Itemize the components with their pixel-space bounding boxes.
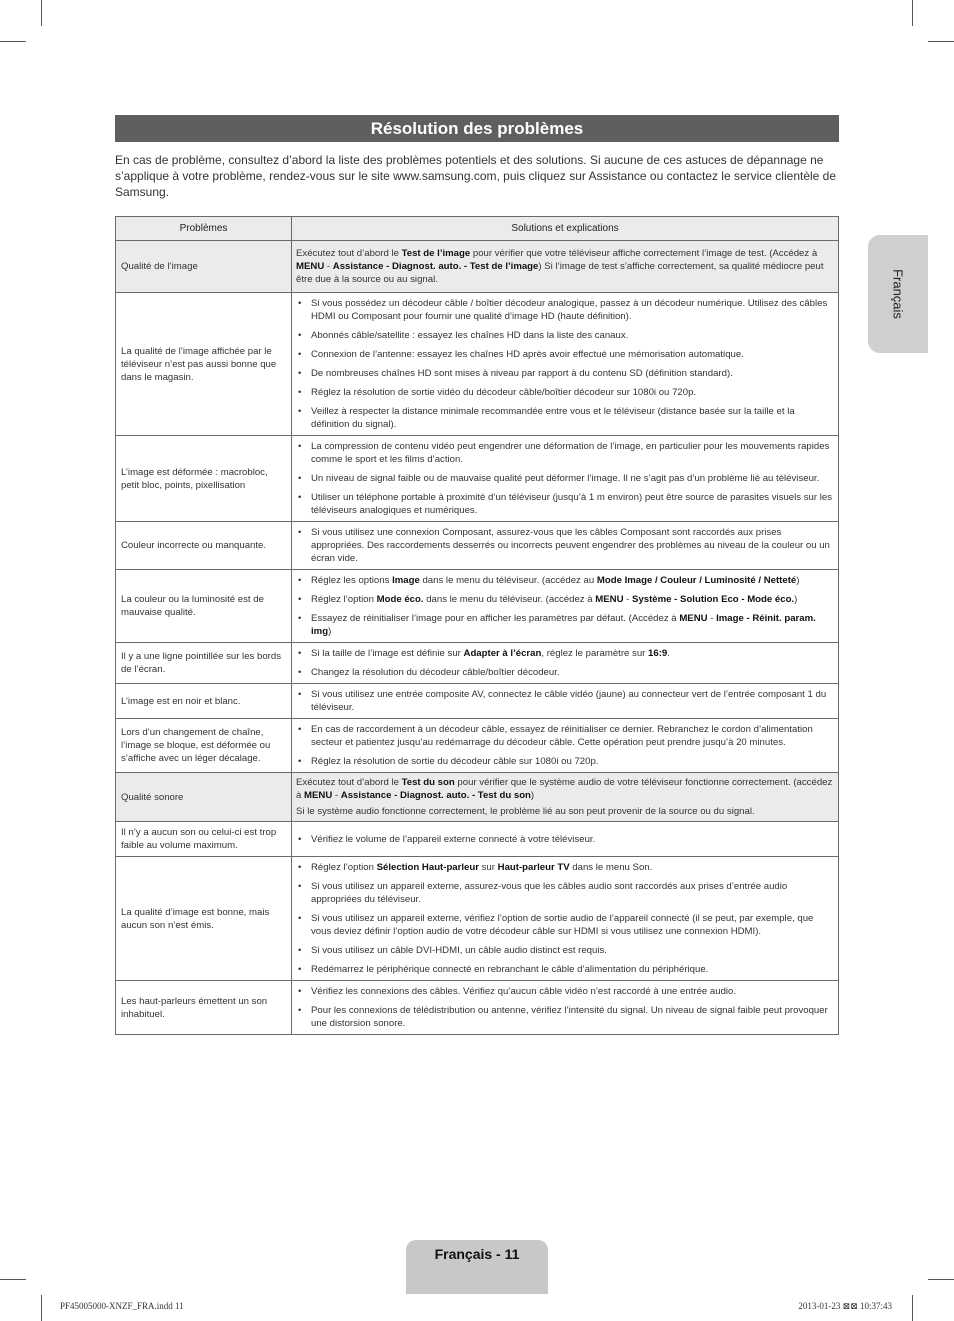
- problem-cell: Les haut-parleurs émettent un son inhabituel.: [116, 981, 292, 1035]
- problem-cell: Qualité sonore: [116, 773, 292, 822]
- solution-cell: [292, 719, 839, 773]
- list-item: • Si vous possédez un décodeur câble / boîtier décodeur analogique, passez à un décodeur numérique. Utilisez des câbles HDMI ou Composant pour fournir une qualité d’image HD (haute définition).: [296, 297, 833, 323]
- list-item: • Abonnés câble/satellite : essayez les chaînes HD dans la liste des canaux.: [296, 329, 833, 342]
- list-item: • Essayez de réinitialiser l’image pour en afficher les paramètres par défaut. (Accédez à MENU - Image - Réinit. param. img): [296, 612, 833, 638]
- list-item: • Pour les connexions de télédistribution ou antenne, vérifiez l’intensité du signal. Un niveau de signal faible peut provoquer une distorsion sonore.: [296, 1004, 833, 1030]
- problem-cell: La qualité d’image est bonne, mais aucun son n’est émis.: [116, 857, 292, 981]
- list-item: • Vérifiez le volume de l’appareil externe connecté à votre téléviseur.: [296, 833, 833, 846]
- list-item: • Si vous utilisez une connexion Composant, assurez-vous que les câbles Composant sont raccordés aux prises appropriées. Des raccordements desserrés ou incorrects peuvent engendrer des problèmes au niveau de la couleur ou un écran vide.: [296, 526, 833, 565]
- list-item: • Si la taille de l’image est définie sur Adapter à l’écran, réglez le paramètre sur 16:9.: [296, 647, 833, 660]
- list-item: • Si vous utilisez un câble DVI-HDMI, un câble audio distinct est requis.: [296, 944, 833, 957]
- list-item: • Si vous utilisez une entrée composite AV, connectez le câble vidéo (jaune) au connecteur vert de l’entrée composant 1 du téléviseur.: [296, 688, 833, 714]
- column-header-solutions: Solutions et explications: [292, 217, 839, 241]
- list-item: • Réglez l’option Mode éco. dans le menu du téléviseur. (accédez à MENU - Système - Solution Eco - Mode éco.): [296, 593, 833, 606]
- table-row: [116, 719, 839, 773]
- problem-cell: Lors d’un changement de chaîne, l’image se bloque, est déformée ou s’affiche avec un léger décalage.: [116, 719, 292, 773]
- solution-cell: [292, 293, 839, 436]
- page-number-tab: Français - 11: [406, 1240, 548, 1294]
- footer-filename: PF45005000-XNZF_FRA.indd 11: [60, 1301, 184, 1311]
- solution-cell: Exécutez tout d’abord le Test du son pour vérifier que le système audio de votre téléviseur fonctionne correctement. (accédez à MENU - Assistance - Diagnost. auto. - Test du son) Si le système audio fonctionne correctement, le problème lié au son peut provenir de la source ou du signal.: [292, 773, 839, 822]
- list-item: • Réglez la résolution de sortie du décodeur câble sur 1080i ou 720p.: [296, 755, 833, 768]
- list-item: • Réglez l’option Sélection Haut-parleur sur Haut-parleur TV dans le menu Son.: [296, 861, 833, 874]
- troubleshooting-table: [115, 216, 839, 1035]
- solution-cell: [292, 436, 839, 522]
- list-item: • Si vous utilisez un appareil externe, vérifiez l’option de sortie audio de l’appareil connecté (il se peut, par exemple, que vous deviez définir l’option audio de votre décodeur câble sur HDMI si vous utilisez une connexion HDMI).: [296, 912, 833, 938]
- list-item: • Vérifiez les connexions des câbles. Vérifiez qu’aucun câble vidéo n’est raccordé à une entrée audio.: [296, 985, 833, 998]
- solution-cell: [292, 643, 839, 684]
- list-item: • Changez la résolution du décodeur câble/boîtier décodeur.: [296, 666, 833, 679]
- table-row: [116, 643, 839, 684]
- crop-mark: [928, 1279, 954, 1280]
- problem-cell: Qualité de l’image: [116, 241, 292, 293]
- crop-mark: [912, 1295, 913, 1321]
- table-row: [116, 822, 839, 857]
- table-row: [116, 570, 839, 643]
- list-item: • Réglez les options Image dans le menu du téléviseur. (accédez au Mode Image / Couleur / Luminosité / Netteté): [296, 574, 833, 587]
- problem-cell: La qualité de l’image affichée par le téléviseur n’est pas aussi bonne que dans le magasin.: [116, 293, 292, 436]
- table-row: [116, 981, 839, 1035]
- column-header-problems: Problèmes: [116, 217, 292, 241]
- solution-cell: [292, 684, 839, 719]
- list-item: • Connexion de l’antenne: essayez les chaînes HD après avoir effectué une mémorisation automatique.: [296, 348, 833, 361]
- list-item: • Redémarrez le périphérique connecté en rebranchant le câble d’alimentation du périphérique.: [296, 963, 833, 976]
- list-item: • En cas de raccordement à un décodeur câble, essayez de réinitialiser ce dernier. Rebranchez le cordon d’alimentation secteur et patientez jusqu’au redémarrage du décodeur câble. Cette opération peut prendre jusqu’à 20 minutes.: [296, 723, 833, 749]
- crop-mark: [0, 1279, 26, 1280]
- list-item: • Réglez la résolution de sortie vidéo du décodeur câble/boîtier décodeur sur 1080i ou 720p.: [296, 386, 833, 399]
- page-title: Résolution des problèmes: [115, 115, 839, 142]
- problem-cell: Il y a une ligne pointillée sur les bords de l’écran.: [116, 643, 292, 684]
- list-item: • De nombreuses chaînes HD sont mises à niveau par rapport à du contenu SD (définition standard).: [296, 367, 833, 380]
- intro-text: En cas de problème, consultez d’abord la liste des problèmes potentiels et des solutions. Si aucune de ces astuces de dépannage ne s’applique à votre problème, rendez-vous sur le site www.samsung.com, puis cliquez sur Assistance ou contactez le service clientèle de Samsung.: [115, 153, 837, 199]
- list-item: • Veillez à respecter la distance minimale recommandée entre vous et le téléviseur (distance basée sur la taille et la définition du signal).: [296, 405, 833, 431]
- list-item: • La compression de contenu vidéo peut engendrer une déformation de l’image, en particulier pour les mouvements rapides comme le sport et les films d’action.: [296, 440, 833, 466]
- table-row: [116, 241, 839, 293]
- crop-mark: [41, 1295, 42, 1321]
- problem-cell: L’image est en noir et blanc.: [116, 684, 292, 719]
- table-row: [116, 684, 839, 719]
- solution-cell: [292, 822, 839, 857]
- problem-cell: Couleur incorrecte ou manquante.: [116, 522, 292, 570]
- solution-cell: [292, 570, 839, 643]
- list-item: • Si vous utilisez un appareil externe, assurez-vous que les câbles audio sont raccordés aux prises d’entrée audio appropriées du téléviseur.: [296, 880, 833, 906]
- table-row: [116, 436, 839, 522]
- table-row: [116, 773, 839, 822]
- problem-cell: La couleur ou la luminosité est de mauvaise qualité.: [116, 570, 292, 643]
- footer-timestamp: 2013-01-23 ⊠⊠ 10:37:43: [798, 1301, 892, 1311]
- crop-mark: [912, 0, 913, 26]
- table-header-row: [116, 217, 839, 241]
- table-row: [116, 857, 839, 981]
- problem-cell: L’image est déformée : macrobloc, petit bloc, points, pixellisation: [116, 436, 292, 522]
- crop-mark: [928, 41, 954, 42]
- list-item: • Un niveau de signal faible ou de mauvaise qualité peut déformer l’image. Il ne s’agit pas d’un problème lié au téléviseur.: [296, 472, 833, 485]
- solution-cell: Exécutez tout d’abord le Test de l’image pour vérifier que votre téléviseur affiche correctement l’image de test. (Accédez à MENU - Assistance - Diagnost. auto. - Test de l’image) Si l’image de test s’affiche correctement, sa qualité médiocre peut être due à la source ou au signal.: [292, 241, 839, 293]
- crop-mark: [41, 0, 42, 26]
- language-side-tab: Français: [868, 235, 928, 353]
- solution-cell: [292, 981, 839, 1035]
- crop-mark: [0, 41, 26, 42]
- problem-cell: Il n’y a aucun son ou celui-ci est trop faible au volume maximum.: [116, 822, 292, 857]
- table-row: [116, 522, 839, 570]
- table-row: [116, 293, 839, 436]
- list-item: • Utiliser un téléphone portable à proximité d’un téléviseur (jusqu’à 1 m environ) peut être source de parasites visuels sur les téléviseurs analogiques et numériques.: [296, 491, 833, 517]
- solution-cell: [292, 522, 839, 570]
- solution-cell: [292, 857, 839, 981]
